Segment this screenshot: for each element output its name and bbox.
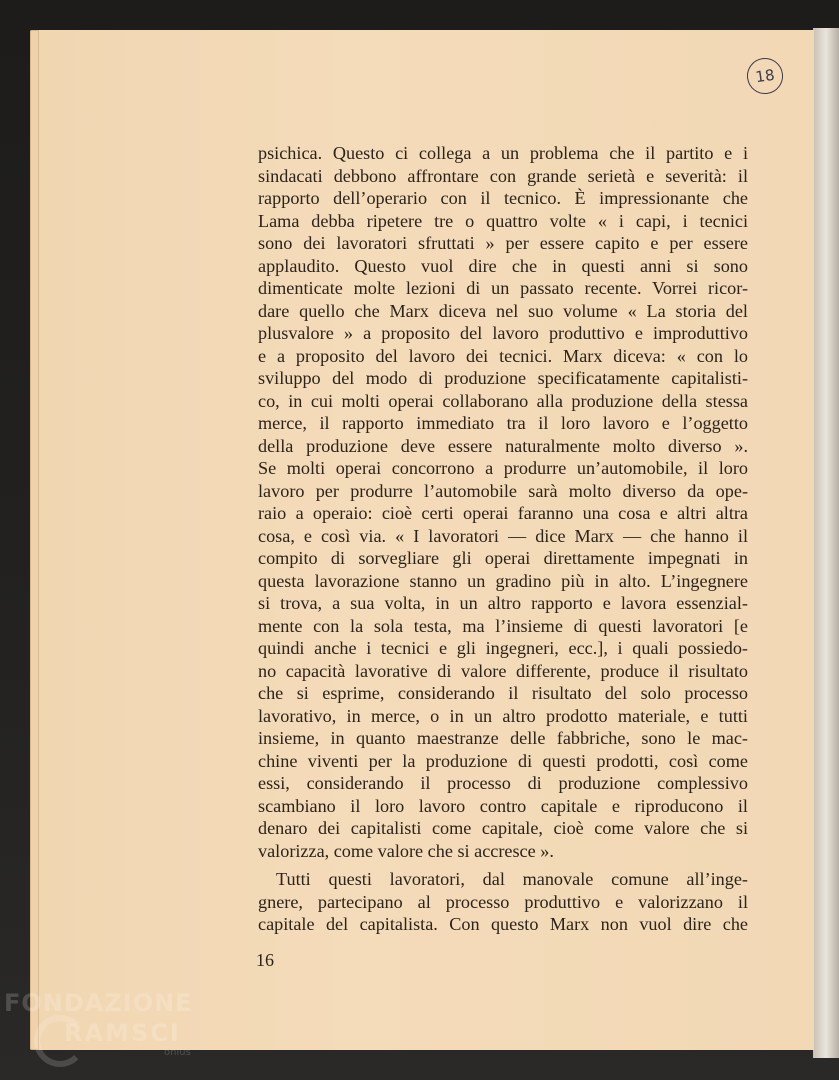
text-line: sviluppo del modo di produzione specificatamente capitalisti- [258,368,748,388]
text-line: Tutti questi lavoratori, dal manovale comune all’inge- [276,869,748,889]
text-line: merce, il rapporto immediato tra il loro lavoro e l’oggetto [258,413,748,433]
watermark-line-1: FONDAZIONE [4,989,193,1017]
text-line: si trova, a sua volta, in un altro rapporto e lavora essenzial- [258,593,748,613]
fondazione-gramsci-watermark [4,985,224,1075]
text-line: essi, considerando il processo di produzione complessivo [258,773,748,793]
text-line: insieme, in quanto maestranze delle fabbriche, sono le mac- [258,728,748,748]
text-line: Se molti operai concorrono a produrre un’automobile, il loro [258,458,748,478]
text-line: valorizza, come valore che si accresce ». [258,840,554,861]
body-text [258,142,748,936]
next-page-edge [813,28,839,1058]
text-line: mente con la sola testa, ma l’insieme di questi lavoratori [e [258,615,748,636]
text-line: co, in cui molti operai collaborano alla produzione della stessa [258,390,748,411]
text-line: e a proposito del lavoro dei tecnici. Marx diceva: « con lo [258,345,748,366]
watermark-line-2: RAMSCI [64,1019,181,1047]
text-line: scambiano il loro lavoro contro capitale e riproducono il [258,795,748,816]
page-number: 16 [256,950,274,970]
text-line: che si esprime, considerando il risultato del solo processo [258,683,748,703]
text-line: psichica. Questo ci collega a un problema che il partito e i [258,143,748,163]
text-line: cosa, e così via. « I lavoratori — dice Marx — che hanno il [258,525,748,546]
archive-number-stamp: 18 [745,56,786,97]
text-line: gnere, partecipano al processo produttivo e valorizzano il [258,891,748,912]
text-line: sindacati debbono affrontare con grande serietà e severità: il [258,165,748,186]
text-line: no capacità lavorative di valore differente, produce il risultato [258,660,748,681]
text-line: lavorativo, in merce, o in un altro prodotto materiale, e tutti [258,705,748,726]
text-line: dimenticate molte lezioni di un passato recente. Vorrei ricor- [258,278,748,298]
text-line: raio a operaio: cioè certi operai faranno una cosa e altri altra [258,503,748,523]
text-line: compito di sorvegliare gli operai direttamente impegnati in [258,548,748,568]
text-line: capitale del capitalista. Con questo Marx non vuol dire che [258,914,748,934]
watermark-line-3: onlus [164,1047,191,1058]
text-line: applaudito. Questo vuol dire che in questi anni si sono [258,255,748,276]
text-line: dare quello che Marx diceva nel suo volume « La storia del [258,300,748,321]
text-line: plusvalore » a proposito del lavoro produttivo e improduttivo [258,323,748,343]
text-line: della produzione deve essere naturalmente molto diverso ». [258,435,748,456]
text-line: denaro dei capitalisti come capitale, cioè come valore che si [258,818,748,838]
text-line: quindi anche i tecnici e gli ingegneri, ecc.], i quali possiedo- [258,638,748,658]
text-line: lavoro per produrre l’automobile sarà molto diverso da ope- [258,480,748,501]
text-line: rapporto dell’operario con il tecnico. È impressionante che [258,188,748,208]
text-line: chine viventi per la produzione di questi prodotti, così come [258,750,748,771]
text-line: sono dei lavoratori sfruttati » per essere capito e per essere [258,233,748,253]
text-line: Lama debba ripetere tre o quattro volte « i capi, i tecnici [258,210,748,231]
text-line: questa lavorazione stanno un gradino più in alto. L’ingegnere [258,570,748,591]
